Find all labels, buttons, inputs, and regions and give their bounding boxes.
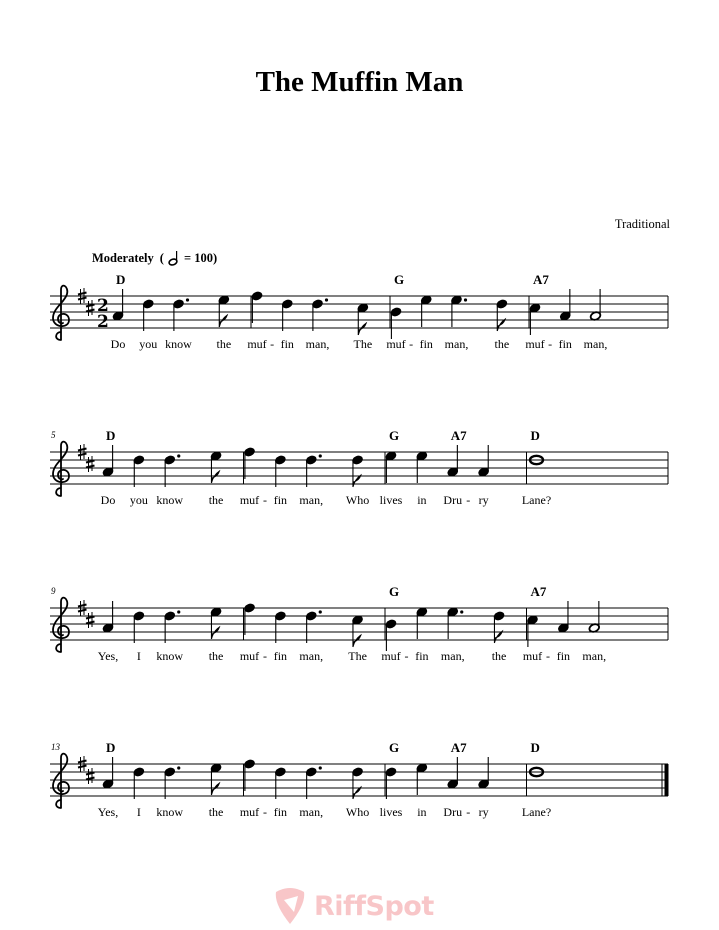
chord-symbol: G xyxy=(394,272,405,287)
note xyxy=(385,619,397,651)
lyric-syllable: fin xyxy=(419,337,433,351)
note xyxy=(451,295,468,327)
lyric-syllable: muf xyxy=(239,649,260,663)
lyric-syllable: The xyxy=(348,649,367,663)
lyric-syllable: the xyxy=(216,337,232,351)
note xyxy=(218,295,230,327)
lyric-syllable: Dru xyxy=(443,805,463,819)
dot xyxy=(319,610,322,613)
staff-system xyxy=(50,584,668,663)
note xyxy=(416,451,428,483)
flag xyxy=(353,635,361,647)
note xyxy=(385,767,397,799)
lyric-syllable: The xyxy=(353,337,373,351)
note xyxy=(559,289,571,321)
composer-credit: Traditional xyxy=(614,217,670,231)
sharp-icon xyxy=(86,612,95,628)
lyric-syllable: fin xyxy=(273,493,288,507)
tempo-text: Moderately xyxy=(92,250,154,265)
lyric-syllable: the xyxy=(208,649,224,663)
note xyxy=(447,445,459,477)
lyric-syllable: the xyxy=(494,337,510,351)
lyric-syllable: muf xyxy=(525,337,545,351)
lyric-syllable: I xyxy=(136,649,141,663)
lyric-syllable: muf xyxy=(239,805,260,819)
staff-system xyxy=(50,740,668,819)
treble-clef-icon xyxy=(53,598,69,652)
note xyxy=(281,299,293,331)
flag xyxy=(494,631,502,643)
chord-symbol: A7 xyxy=(533,272,549,287)
note xyxy=(527,615,539,647)
sharp-icon xyxy=(86,456,95,472)
sharp-icon xyxy=(86,300,95,316)
lyric-hyphen: - xyxy=(545,649,550,663)
chord-symbol: A7 xyxy=(450,428,467,443)
note xyxy=(210,763,222,795)
treble-clef-icon xyxy=(53,286,69,340)
note xyxy=(210,451,222,483)
lyric-syllable: Yes, xyxy=(97,805,119,819)
staff-system xyxy=(50,428,668,507)
note xyxy=(529,303,541,335)
lyric-syllable: Lane? xyxy=(521,493,552,507)
lyric-syllable: Dru xyxy=(443,493,463,507)
lyric-syllable: Yes, xyxy=(97,649,119,663)
lyric-syllable: ry xyxy=(478,493,489,507)
note xyxy=(447,757,459,789)
lyric-syllable: Who xyxy=(345,805,370,819)
measure-number: 5 xyxy=(51,430,56,440)
time-sig-top: 2 xyxy=(97,296,109,316)
lyric-syllable: know xyxy=(156,649,184,663)
flag xyxy=(353,787,361,799)
dot xyxy=(464,298,467,301)
note xyxy=(102,757,114,789)
lyric-syllable: in xyxy=(417,805,427,819)
lyric-syllable: you xyxy=(129,493,148,507)
lyric-syllable: Do xyxy=(100,493,116,507)
note xyxy=(244,603,256,635)
treble-clef-icon xyxy=(53,754,69,808)
dot xyxy=(319,454,322,457)
chord-symbol: D xyxy=(116,272,126,287)
lyric-syllable: ry xyxy=(478,805,489,819)
measure xyxy=(240,447,385,507)
note xyxy=(305,610,322,643)
lyric-syllable: I xyxy=(136,805,141,819)
note xyxy=(352,455,364,487)
note xyxy=(251,291,263,323)
note xyxy=(557,601,569,633)
note xyxy=(420,295,432,327)
measure xyxy=(240,603,385,663)
lyric-syllable: muf xyxy=(386,337,406,351)
dot xyxy=(460,610,463,613)
chord-symbol: D xyxy=(530,428,540,443)
lyric-syllable: the xyxy=(208,805,224,819)
note xyxy=(590,289,602,321)
note xyxy=(142,299,154,331)
lyric-syllable: man, xyxy=(299,805,324,819)
note xyxy=(352,767,364,799)
note xyxy=(385,451,397,483)
note xyxy=(244,759,256,791)
logo-text: RiffSpot xyxy=(314,890,434,922)
lyric-syllable: know xyxy=(156,805,184,819)
lyric-hyphen: - xyxy=(409,337,414,351)
lyric-hyphen: - xyxy=(404,649,409,663)
treble-clef-icon xyxy=(53,442,69,496)
note xyxy=(312,298,329,331)
note xyxy=(416,763,428,795)
note xyxy=(274,611,286,643)
lyric-syllable: lives xyxy=(379,493,403,507)
dot xyxy=(319,766,322,769)
lyric-syllable: man, xyxy=(582,649,607,663)
note xyxy=(390,307,402,339)
song-title: The Muffin Man xyxy=(255,66,464,98)
flag xyxy=(211,471,219,483)
chord-symbol: A7 xyxy=(530,584,547,599)
flag xyxy=(211,627,219,639)
lyric-syllable: you xyxy=(139,337,158,351)
chord-symbol: D xyxy=(106,740,116,755)
staff-system xyxy=(50,272,668,351)
lyric-hyphen: - xyxy=(270,337,275,351)
lyric-syllable: man, xyxy=(444,337,469,351)
lyric-hyphen: - xyxy=(262,649,267,663)
flag xyxy=(219,315,227,327)
lyric-syllable: Do xyxy=(110,337,126,351)
dot xyxy=(177,454,180,457)
lyric-syllable: know xyxy=(165,337,192,351)
note xyxy=(164,766,181,799)
lyric-syllable: man, xyxy=(299,649,324,663)
note xyxy=(133,455,145,487)
chord-symbol: D xyxy=(106,428,116,443)
measure-number: 9 xyxy=(51,586,56,596)
lyric-syllable: Who xyxy=(345,493,370,507)
time-sig-bottom: 2 xyxy=(97,312,109,332)
note xyxy=(133,767,145,799)
note xyxy=(478,757,490,789)
lyric-hyphen: - xyxy=(262,805,267,819)
lyric-syllable: the xyxy=(208,493,224,507)
lyric-hyphen: - xyxy=(466,805,471,819)
sharp-icon xyxy=(86,768,95,784)
lyric-syllable: fin xyxy=(280,337,294,351)
note xyxy=(493,611,505,643)
chord-symbol: A7 xyxy=(450,740,467,755)
tempo-open-paren: ( xyxy=(159,250,164,265)
note xyxy=(357,303,369,335)
note xyxy=(588,601,600,633)
note xyxy=(102,445,114,477)
note xyxy=(496,299,508,331)
note xyxy=(164,454,181,487)
lyric-hyphen: - xyxy=(548,337,553,351)
chord-symbol: D xyxy=(530,740,540,755)
measure-number: 13 xyxy=(51,742,60,752)
measure xyxy=(247,291,390,351)
lyric-syllable: know xyxy=(156,493,184,507)
dot xyxy=(177,766,180,769)
note xyxy=(305,766,322,799)
note xyxy=(478,445,490,477)
note xyxy=(173,298,190,331)
note xyxy=(416,607,428,639)
note xyxy=(447,607,464,639)
tempo-bpm: = 100) xyxy=(183,250,218,265)
note xyxy=(244,447,256,479)
lyric-syllable: fin xyxy=(273,649,288,663)
measure xyxy=(240,759,385,819)
lyric-syllable: in xyxy=(417,493,427,507)
lyric-syllable: man, xyxy=(583,337,608,351)
note xyxy=(112,289,124,321)
note xyxy=(274,455,286,487)
chord-symbol: G xyxy=(389,584,400,599)
lyric-syllable: muf xyxy=(247,337,267,351)
lyric-syllable: Lane? xyxy=(521,805,552,819)
dot xyxy=(325,298,328,301)
dot xyxy=(186,298,189,301)
note xyxy=(352,615,364,647)
flag xyxy=(211,783,219,795)
lyric-syllable: man, xyxy=(299,493,324,507)
note xyxy=(164,610,181,643)
lyric-syllable: fin xyxy=(415,649,429,663)
lyric-syllable: fin xyxy=(558,337,572,351)
flag xyxy=(358,323,366,335)
note xyxy=(305,454,322,487)
time-signature xyxy=(97,296,109,332)
riffspot-logo xyxy=(272,886,434,926)
flag xyxy=(353,475,361,487)
note xyxy=(133,611,145,643)
note xyxy=(210,607,222,639)
lyric-syllable: lives xyxy=(379,805,403,819)
guitar-pick-logo-icon xyxy=(272,886,308,926)
note xyxy=(102,601,114,633)
lyric-syllable: man, xyxy=(305,337,330,351)
note xyxy=(274,767,286,799)
lyric-syllable: muf xyxy=(381,649,401,663)
lyric-syllable: muf xyxy=(239,493,260,507)
lyric-syllable: fin xyxy=(556,649,571,663)
lyric-hyphen: - xyxy=(466,493,471,507)
flag xyxy=(497,319,505,331)
lyric-syllable: muf xyxy=(522,649,543,663)
lyric-hyphen: - xyxy=(262,493,267,507)
chord-symbol: G xyxy=(389,428,400,443)
chord-symbol: G xyxy=(389,740,400,755)
lyric-syllable: man, xyxy=(440,649,465,663)
lyric-syllable: the xyxy=(491,649,507,663)
dot xyxy=(177,610,180,613)
lyric-syllable: fin xyxy=(273,805,288,819)
